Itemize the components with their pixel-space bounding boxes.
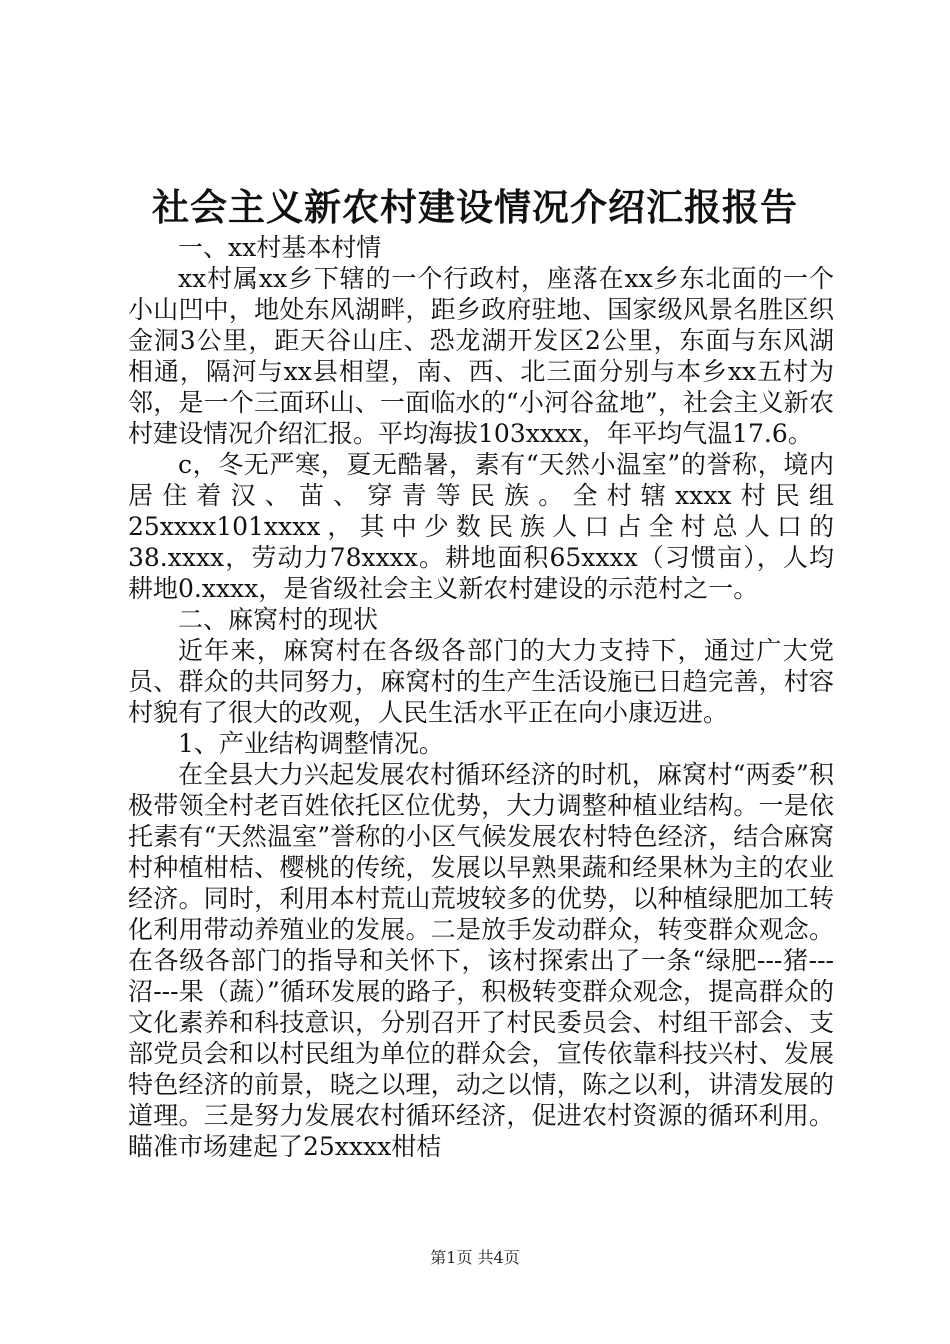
paragraph: c，冬无严寒，夏无酷暑，素有“天然小温室”的誉称，境内居住着汉、苗、穿青等民族。全村辖xxxx村民组25xxxx101xxxx，其中少数民族人口占全村总人口的38.xxxx，劳动力78xxxx。耕地面积65xxxx（习惯亩），人均耕地0.xxxx，是省级社会主义新农村建设的示范村之一。 (128, 450, 834, 603)
paragraph: xx村属xx乡下辖的一个行政村，座落在xx乡东北面的一个小山凹中，地处东风湖畔，距乡政府驻地、国家级风景名胜区织金洞3公里，距天谷山庄、恐龙湖开发区2公里，东面与东风湖相通，隔河与xx县相望，南、西、北三面分别与本乡xx五村为邻，是一个三面环山、一面临水的“小河谷盆地”，社会主义新农村建设情况介绍汇报。平均海拔103xxxx，年平均气温17.6。 (128, 264, 834, 448)
page-footer: 第1页 共4页 (430, 1248, 520, 1267)
section-heading: 二、麻窝村的现状 (178, 605, 379, 634)
subsection-heading: 1、产业结构调整情况。 (178, 729, 444, 758)
paragraph: 近年来，麻窝村在各级各部门的大力支持下，通过广大党员、群众的共同努力，麻窝村的生产生活设施已日趋完善，村容村貌有了很大的改观，人民生活水平正在向小康迈进。 (128, 636, 834, 727)
section-heading: 一、xx村基本村情 (178, 233, 382, 262)
document-body (128, 232, 834, 1162)
document-title: 社会主义新农村建设情况介绍汇报报告 (152, 185, 798, 229)
paragraph: 在全县大力兴起发展农村循环经济的时机，麻窝村“两委”积极带领全村老百姓依托区位优势，大力调整种植业结构。一是依托素有“天然温室”誉称的小区气候发展农村特色经济，结合麻窝村种植柑桔、樱桃的传统，发展以早熟果蔬和经果林为主的农业经济。同时，利用本村荒山荒坡较多的优势，以种植绿肥加工转化利用带动养殖业的发展。二是放手发动群众，转变群众观念。在各级各部门的指导和关怀下，该村探索出了一条“绿肥---猪---沼---果（蔬）”循环发展的路子，积极转变群众观念，提高群众的文化素养和科技意识，分别召开了村民委员会、村组干部会、支部党员会和以村民组为单位的群众会，宣传依靠科技兴村、发展特色经济的前景，晓之以理，动之以情，陈之以利，讲清发展的道理。三是努力发展农村循环经济，促进农村资源的循环利用。瞄准市场建起了25xxxx柑桔 (128, 760, 834, 1161)
